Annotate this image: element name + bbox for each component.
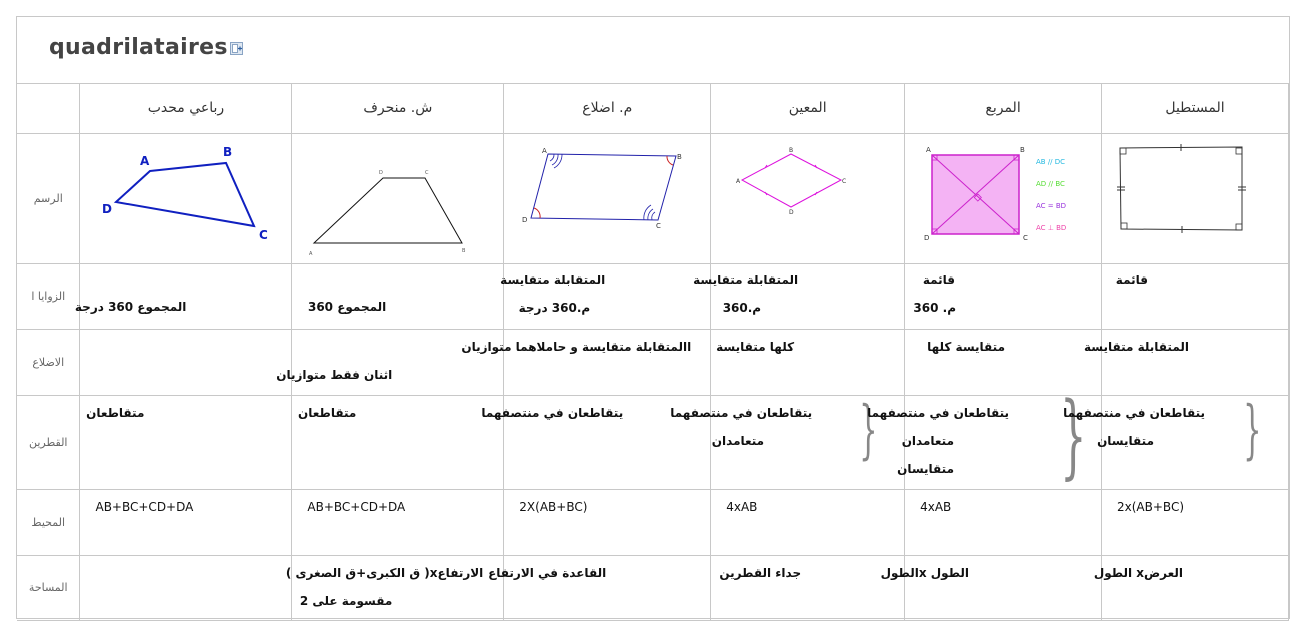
perimeter-parallelogram — [504, 489, 711, 555]
angles-trapezoid-text: المجموع 360 — [307, 299, 387, 314]
diagonals-square-text-3: متقايسان — [897, 461, 955, 476]
quadrilaterals-card — [16, 16, 1290, 619]
diagonals-rectangle-text-1: يتقاطعان في منتصفهما — [1063, 405, 1205, 420]
rhombus-figure-cell — [711, 133, 905, 263]
convex-label-a: A — [140, 153, 150, 168]
sides-rectangle-text: المتقابلة متقايسة — [1083, 339, 1189, 354]
square-label-b: B — [1020, 145, 1025, 154]
perimeter-trapezoid — [292, 489, 504, 555]
perimeter-convex — [80, 489, 292, 555]
diagonals-parallelogram-text: يتقاطعان في منتصفهما — [481, 405, 624, 420]
angles-convex-text: المجموع 360 درجة — [74, 299, 187, 314]
parallelogram-figure-cell — [504, 133, 711, 263]
square-figure-cell — [905, 133, 1102, 263]
parallelogram-label-b: B — [677, 152, 683, 161]
angles-parallelogram-text-1: المتقابلة متقايسة — [500, 272, 606, 287]
diagonals-square-text-1: يتقاطعان في منتصفهما — [867, 405, 1010, 420]
angles-trapezoid — [292, 263, 504, 329]
row-label-diagonals: القطرين — [17, 395, 80, 489]
square-label-c: C — [1023, 233, 1028, 242]
sides-square-text: متقايسة كلها — [927, 339, 1006, 354]
row-label-perimeter: المحيط — [17, 489, 80, 555]
area-parallelogram — [488, 555, 711, 620]
rhombus-label-b: B — [789, 146, 794, 154]
sides-rhombus-text: كلها متقايسة — [716, 339, 795, 354]
sides-row — [17, 329, 1289, 395]
convex-figure-cell — [80, 133, 292, 263]
square-legend-3: AC = BD — [1036, 201, 1067, 210]
diagonals-rectangle — [1063, 392, 1289, 489]
angles-rhombus-text-2: م.360 — [722, 300, 762, 315]
angles-square — [905, 263, 1102, 329]
diagonals-rhombus-text-2: متعامدان — [711, 433, 765, 448]
rectangle-figure — [1102, 134, 1288, 263]
angles-parallelogram — [500, 263, 711, 329]
properties-table — [17, 84, 1289, 621]
sides-parallelogram-text: االمتقابلة متقايسة و حاملاهما متوازيان — [461, 339, 692, 354]
perimeter-parallelogram-text: 2X(AB+BC) — [519, 499, 588, 514]
square-legend-2: AD // BC — [1036, 179, 1066, 188]
square-legend-4: AC ⊥ BD — [1036, 223, 1067, 232]
trapezoid-label-b: B — [462, 247, 466, 254]
area-square-text: الطول xالطول — [880, 565, 970, 580]
diagonals-trapezoid — [292, 395, 504, 489]
area-rectangle — [1093, 555, 1289, 620]
col-header-rhombus: المعين — [711, 84, 905, 133]
rhombus-label-c: C — [842, 177, 847, 185]
angles-rectangle — [1102, 263, 1289, 329]
perimeter-rhombus — [711, 489, 905, 555]
area-rectangle-text: العرضx الطول — [1093, 565, 1183, 580]
row-label-drawing: الرسم — [17, 133, 80, 263]
parallelogram-figure — [504, 134, 710, 263]
area-row — [17, 555, 1289, 620]
angles-row — [17, 263, 1289, 329]
convex-label-b: B — [223, 144, 233, 159]
parallelogram-label-d: D — [522, 215, 528, 224]
col-header-parallelogram: م. اضلاع — [504, 84, 711, 133]
corner-cell — [17, 84, 80, 133]
trapezoid-figure — [292, 134, 503, 263]
diagonals-convex — [80, 395, 292, 489]
page-title: quadrilataires — [49, 35, 228, 60]
sides-rhombus — [711, 329, 905, 395]
row-label-angles: الزوايا ا — [17, 263, 80, 329]
perimeter-row — [17, 489, 1289, 555]
perimeter-rectangle — [1102, 489, 1289, 555]
perimeter-convex-text: AB+BC+CD+DA — [95, 499, 194, 514]
rhombus-label-d: D — [789, 208, 794, 216]
col-header-convex: رباعي محدب — [80, 84, 292, 133]
col-header-square: المربع — [905, 84, 1102, 133]
trapezoid-label-d: D — [379, 169, 384, 176]
expand-icon[interactable] — [230, 42, 243, 55]
perimeter-trapezoid-text: AB+BC+CD+DA — [307, 499, 406, 514]
area-rhombus-text: جداء القطرين — [719, 565, 802, 580]
square-figure — [905, 134, 1101, 263]
trapezoid-figure-cell — [292, 133, 504, 263]
diagonals-rectangle-text-2: متقايسان — [1097, 433, 1154, 448]
card-header — [17, 17, 1289, 84]
angles-square-text-2: م. 360 — [913, 300, 957, 315]
angles-parallelogram-text-2: م.360 درجة — [518, 300, 591, 315]
perimeter-rectangle-text: 2x(AB+BC) — [1117, 499, 1185, 514]
row-label-sides: الاضلاع — [17, 329, 80, 395]
area-trapezoid — [285, 555, 504, 620]
perimeter-square-text: 4xAB — [920, 499, 952, 514]
trapezoid-label-a: A — [309, 250, 313, 257]
diagonals-convex-text: متقاطعان — [86, 405, 145, 420]
square-label-d: D — [924, 233, 930, 242]
col-header-trapezoid: ش. منحرف — [292, 84, 504, 133]
diagonals-square-brace: { — [1060, 381, 1087, 489]
diagonals-rhombus-brace: { — [859, 392, 878, 467]
area-parallelogram-text: القاعدة في الارتفاع — [488, 565, 607, 580]
diagonals-rectangle-brace: { — [1243, 392, 1262, 467]
col-header-rectangle: المستطيل — [1102, 84, 1289, 133]
row-label-area: المساحة — [17, 555, 80, 620]
parallelogram-label-c: C — [656, 221, 662, 230]
angles-rhombus-text-1: المتقابلة متقايسة — [693, 272, 799, 287]
sides-trapezoid-text: اثنان فقط متوازيان — [276, 367, 393, 382]
diagonals-rhombus-text-1: يتقاطعان في منتصفهما — [670, 405, 813, 420]
sides-convex — [80, 329, 292, 395]
perimeter-rhombus-text: 4xAB — [726, 499, 758, 514]
area-convex — [80, 555, 292, 620]
square-legend-1: AB // DC — [1036, 157, 1066, 166]
diagonals-square-text-2: متعامدان — [901, 433, 955, 448]
angles-square-text-1: قائمة — [922, 272, 956, 287]
drawing-row — [17, 133, 1289, 263]
sides-rectangle — [1083, 329, 1289, 395]
angles-rhombus — [693, 263, 905, 329]
area-rhombus — [711, 555, 905, 620]
header-row — [17, 84, 1289, 133]
rhombus-figure — [711, 134, 904, 263]
convex-label-d: D — [102, 201, 113, 216]
diagonals-trapezoid-text: متقاطعان — [298, 405, 357, 420]
area-trapezoid-text-2: مقسومة على 2 — [299, 593, 393, 608]
rhombus-label-a: A — [736, 177, 741, 185]
perimeter-square — [905, 489, 1102, 555]
area-square — [880, 555, 1102, 620]
rectangle-figure-cell — [1102, 133, 1289, 263]
parallelogram-label-a: A — [542, 146, 548, 155]
convex-quadrilateral-figure — [80, 134, 291, 263]
angles-convex — [74, 263, 292, 329]
area-trapezoid-text-1: الارتفاعx( ق الكبرى+ق الصغرى ) — [285, 565, 484, 580]
trapezoid-label-c: C — [425, 169, 429, 176]
square-label-a: A — [926, 145, 931, 154]
convex-label-c: C — [259, 227, 269, 242]
angles-rectangle-text: قائمة — [1115, 272, 1148, 287]
diagonals-row — [17, 395, 1289, 489]
sides-parallelogram — [461, 329, 711, 395]
